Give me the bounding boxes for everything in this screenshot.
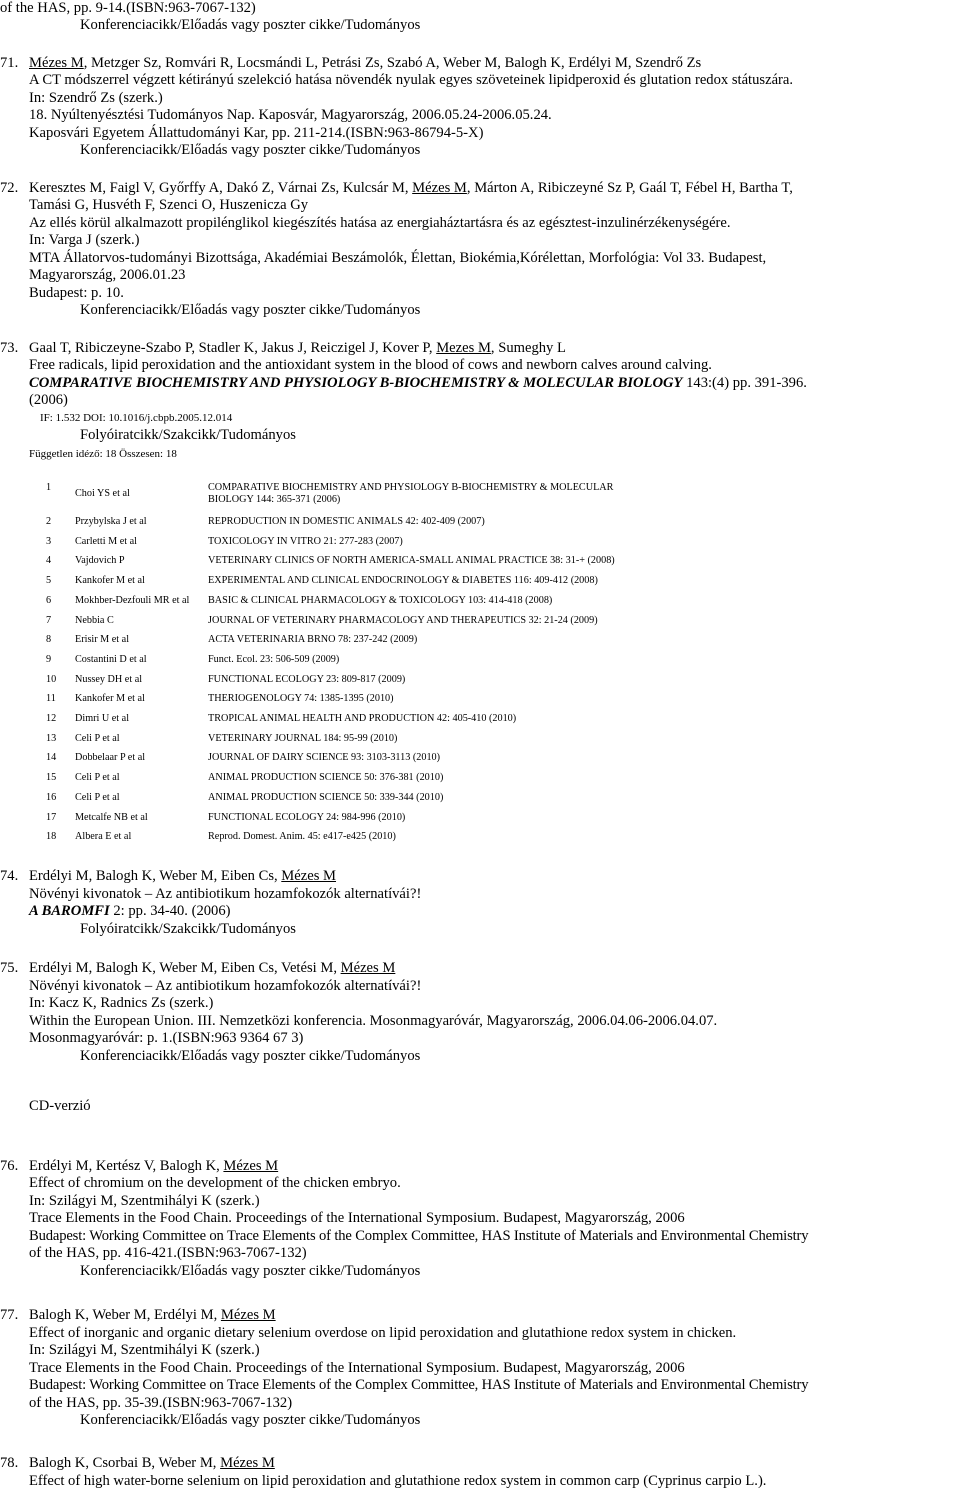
citation-author: Albera E et al: [75, 831, 132, 843]
continuation-line: of the HAS, pp. 9-14.(ISBN:963-7067-132): [0, 0, 256, 16]
entry-conference-cont: Magyarország, 2006.01.23: [29, 267, 186, 283]
citation-author: Choi YS et al: [75, 488, 130, 499]
citation-author: Kankofer M et al: [75, 693, 145, 705]
citation-author: Dobbelaar P et al: [75, 752, 146, 764]
citation-author: Erisir M et al: [75, 634, 130, 646]
citation-number: 8: [46, 634, 52, 646]
citation-journal: ANIMAL PRODUCTION SCIENCE 50: 376-381 (2010): [208, 772, 444, 784]
citation-author: Dimri U et al: [75, 713, 130, 724]
entry-type: Konferenciacikk/Előadás vagy poszter cikke/Tudományos: [80, 17, 421, 33]
entry-type: Konferenciacikk/Előadás vagy poszter cikke/Tudományos: [80, 142, 421, 158]
entry-place: Mosonmagyaróvár: p. 1.(ISBN:963 9364 67 3): [29, 1030, 304, 1046]
entry-number: 77.: [0, 1307, 19, 1323]
citation-number: 3: [46, 535, 52, 547]
citation-journal: FUNCTIONAL ECOLOGY 24: 984-996 (2010): [208, 811, 406, 823]
impact-factor: IF: 1.532 DOI: 10.1016/j.cbpb.2005.12.014: [40, 412, 233, 424]
entry-title: Effect of high water-borne selenium on lipid peroxidation and glutathione redox system in common carp (Cyprinus carpio L.).: [29, 1473, 767, 1489]
entry-number: 72.: [0, 180, 19, 196]
entry-number: 73.: [0, 340, 19, 356]
citation-number: 4: [46, 555, 52, 567]
citation-number: 13: [46, 732, 57, 744]
citation-author: Nussey DH et al: [75, 673, 143, 685]
citation-author: Celi P et al: [75, 732, 120, 744]
citation-author: Celi P et al: [75, 772, 120, 784]
entry-conference: 18. Nyúltenyésztési Tudományos Nap. Kaposvár, Magyarország, 2006.05.24-2006.05.24.: [29, 107, 552, 123]
entry-authors: Balogh K, Csorbai B, Weber M, Mézes M: [29, 1455, 275, 1471]
citation-author: Przybylska J et al: [75, 516, 147, 527]
citation-journal: Reprod. Domest. Anim. 45: e417-e425 (2010): [208, 831, 396, 843]
citation-number: 15: [46, 772, 57, 784]
entry-title: Free radicals, lipid peroxidation and the antioxidant system in the blood of cows and newborn calves around calving.: [29, 357, 712, 373]
journal-name: A BAROMFI: [29, 903, 110, 919]
citation-author: Celi P et al: [75, 791, 120, 803]
entry-title: A CT módszerrel végzett kétirányú szelekció hatása növendék nyulak egyes szöveteinek lipidperoxid és glutation redox státuszára.: [29, 72, 794, 88]
citation-number: 11: [46, 693, 56, 705]
citation-journal: Funct. Ecol. 23: 506-509 (2009): [208, 653, 340, 665]
entry-title: Effect of chromium on the development of the chicken embryo.: [29, 1175, 401, 1191]
citation-journal: JOURNAL OF VETERINARY PHARMACOLOGY AND THERAPEUTICS 32: 21-24 (2009): [208, 614, 598, 626]
citation-number: 16: [46, 791, 57, 803]
entry-journal: COMPARATIVE BIOCHEMISTRY AND PHYSIOLOGY B-BIOCHEMISTRY & MOLECULAR BIOLOGY 143:(4) pp. 391-396.: [29, 375, 807, 391]
entry-authors: Erdélyi M, Kertész V, Balogh K, Mézes M: [29, 1158, 279, 1174]
entry-publisher: Kaposvári Egyetem Állattudományi Kar, pp. 211-214.(ISBN:963-86794-5-X): [29, 125, 484, 141]
citation-journal: ANIMAL PRODUCTION SCIENCE 50: 339-344 (2010): [208, 791, 444, 803]
entry-conference: MTA Állatorvos-tudományi Bizottsága, Akadémiai Beszámolók, Élettan, Biokémia,Kórélettan, Morfológia: Vol 33. Budapest,: [29, 250, 767, 266]
citation-journal: FUNCTIONAL ECOLOGY 23: 809-817 (2009): [208, 673, 406, 685]
citation-journal-line: COMPARATIVE BIOCHEMISTRY AND PHYSIOLOGY B-BIOCHEMISTRY & MOLECULAR: [208, 482, 614, 493]
citation-number: 2: [46, 516, 52, 527]
entry-type: Folyóiratcikk/Szakcikk/Tudományos: [80, 427, 296, 443]
entry-number: 71.: [0, 55, 19, 71]
citation-author: Mokhber-Dezfouli MR et al: [75, 594, 190, 606]
entry-authors-cont: Tamási G, Husvéth F, Szenci O, Huszenicza Gy: [29, 197, 309, 213]
entry-conference: Trace Elements in the Food Chain. Proceedings of the International Symposium. Budapest, Magyarország, 2006: [29, 1210, 685, 1226]
entry-authors: Erdélyi M, Balogh K, Weber M, Eiben Cs, Vetési M, Mézes M: [29, 960, 396, 976]
entry-type: Konferenciacikk/Előadás vagy poszter cikke/Tudományos: [80, 1048, 421, 1064]
entry-editor: In: Szendrő Zs (szerk.): [29, 90, 163, 106]
citation-journal: JOURNAL OF DAIRY SCIENCE 93: 3103-3113 (2010): [208, 752, 441, 764]
entry-editor: In: Szilágyi M, Szentmihályi K (szerk.): [29, 1342, 260, 1358]
citation-journal: TOXICOLOGY IN VITRO 21: 277-283 (2007): [208, 535, 403, 547]
highlighted-author: Mézes M: [223, 1158, 279, 1174]
citation-author: Carletti M et al: [75, 535, 137, 547]
citation-author: Vajdovich P: [75, 555, 125, 567]
entry-type: Konferenciacikk/Előadás vagy poszter cikke/Tudományos: [80, 1263, 421, 1279]
entry-authors: Erdélyi M, Balogh K, Weber M, Eiben Cs, Mézes M: [29, 868, 337, 884]
entry-journal: A BAROMFI 2: pp. 34-40. (2006): [29, 903, 231, 919]
entry-editor: In: Varga J (szerk.): [29, 232, 140, 248]
entry-number: 75.: [0, 960, 19, 976]
entry-title: Effect of inorganic and organic dietary selenium overdose on lipid peroxidation and glutathione redox system in chicken.: [29, 1325, 737, 1341]
citation-author: Nebbia C: [75, 614, 114, 626]
entry-authors: Balogh K, Weber M, Erdélyi M, Mézes M: [29, 1307, 276, 1323]
citation-author: Metcalfe NB et al: [75, 811, 148, 823]
entry-title: Az ellés körül alkalmazott propilénglikol kiegészítés hatása az energiaháztartásra és az egésztest-inzulinérzékenységére.: [29, 215, 731, 231]
entry-number: 78.: [0, 1455, 19, 1471]
citation-number: 5: [46, 575, 52, 587]
citation-author: Costantini D et al: [75, 653, 147, 665]
citation-number: 6: [46, 594, 52, 606]
entry-year: (2006): [29, 392, 68, 408]
entry-number: 74.: [0, 868, 19, 884]
highlighted-author: Mézes M: [220, 1307, 276, 1323]
entry-type: Konferenciacikk/Előadás vagy poszter cikke/Tudományos: [80, 1412, 421, 1428]
citation-journal: THERIOGENOLOGY 74: 1385-1395 (2010): [208, 693, 394, 705]
citation-number: 14: [46, 752, 57, 764]
entry-note: CD-verzió: [29, 1098, 91, 1114]
highlighted-author: Mézes M: [29, 55, 84, 71]
entry-conference: Trace Elements in the Food Chain. Proceedings of the International Symposium. Budapest, Magyarország, 2006: [29, 1360, 685, 1376]
citation-number: 18: [46, 831, 57, 843]
journal-name: COMPARATIVE BIOCHEMISTRY AND PHYSIOLOGY B-BIOCHEMISTRY & MOLECULAR BIOLOGY: [29, 375, 683, 391]
entry-number: 76.: [0, 1158, 19, 1174]
citation-summary: Független idéző: 18 Összesen: 18: [29, 448, 177, 460]
entry-publisher-cont: of the HAS, pp. 35-39.(ISBN:963-7067-132): [29, 1395, 293, 1411]
entry-title: Növényi kivonatok – Az antibiotikum hozamfokozók alternatívái?!: [29, 886, 422, 902]
highlighted-author: Mézes M: [281, 868, 337, 884]
highlighted-author: Mézes M: [412, 180, 467, 196]
citation-journal-line: BIOLOGY 144: 365-371 (2006): [208, 494, 341, 505]
entry-type: Konferenciacikk/Előadás vagy poszter cikke/Tudományos: [80, 302, 421, 318]
citation-journal: REPRODUCTION IN DOMESTIC ANIMALS 42: 402-409 (2007): [208, 516, 485, 527]
entry-conference: Within the European Union. III. Nemzetközi konferencia. Mosonmagyaróvár, Magyarország, 2006.04.06-2006.04.07.: [29, 1013, 718, 1029]
citation-number: 12: [46, 713, 57, 724]
entry-authors: Gaal T, Ribiczeyne-Szabo P, Stadler K, Jakus J, Reiczigel J, Kover P, Mezes M, Sumeghy L: [29, 340, 566, 356]
highlighted-author: Mezes M: [436, 340, 491, 356]
highlighted-author: Mézes M: [220, 1455, 275, 1471]
entry-publisher: Budapest: Working Committee on Trace Elements of the Complex Committee, HAS Institute of Materials and Environmental Chemistry: [29, 1377, 809, 1393]
citation-number: 10: [46, 673, 57, 685]
citation-journal: ACTA VETERINARIA BRNO 78: 237-242 (2009): [208, 634, 418, 646]
entry-editor: In: Kacz K, Radnics Zs (szerk.): [29, 995, 214, 1011]
citation-author: Kankofer M et al: [75, 575, 145, 587]
citation-number: 1: [46, 482, 52, 493]
entry-type: Folyóiratcikk/Szakcikk/Tudományos: [80, 921, 296, 937]
entry-title: Növényi kivonatok – Az antibiotikum hozamfokozók alternatívái?!: [29, 978, 422, 994]
entry-publisher: Budapest: Working Committee on Trace Elements of the Complex Committee, HAS Institute of Materials and Environmental Chemistry: [29, 1228, 809, 1244]
entry-place: Budapest: p. 10.: [29, 285, 124, 301]
entry-publisher-cont: of the HAS, pp. 416-421.(ISBN:963-7067-132): [29, 1245, 307, 1261]
entry-authors: Keresztes M, Faigl V, Győrffy A, Dakó Z, Várnai Zs, Kulcsár M, Mézes M, Márton A, Ribiczeyné Sz P, Gaál T, Fébel H, Bartha T,: [29, 180, 793, 196]
citation-journal: EXPERIMENTAL AND CLINICAL ENDOCRINOLOGY & DIABETES 116: 409-412 (2008): [208, 575, 598, 587]
citation-journal: VETERINARY JOURNAL 184: 95-99 (2010): [208, 732, 398, 744]
citation-journal: BASIC & CLINICAL PHARMACOLOGY & TOXICOLOGY 103: 414-418 (2008): [208, 594, 553, 606]
entry-authors: Mézes M, Metzger Sz, Romvári R, Locsmándi L, Petrási Zs, Szabó A, Weber M, Balogh K, Erdélyi M, Szendrő Zs: [29, 55, 702, 71]
highlighted-author: Mézes M: [340, 960, 396, 976]
citation-journal: [208, 482, 708, 506]
citation-number: 7: [46, 614, 52, 626]
citation-number: 17: [46, 811, 57, 823]
citation-journal: TROPICAL ANIMAL HEALTH AND PRODUCTION 42: 405-410 (2010): [208, 713, 517, 724]
citation-journal: VETERINARY CLINICS OF NORTH AMERICA-SMALL ANIMAL PRACTICE 38: 31-+ (2008): [208, 555, 615, 567]
entry-editor: In: Szilágyi M, Szentmihályi K (szerk.): [29, 1193, 260, 1209]
citation-number: 9: [46, 653, 52, 665]
